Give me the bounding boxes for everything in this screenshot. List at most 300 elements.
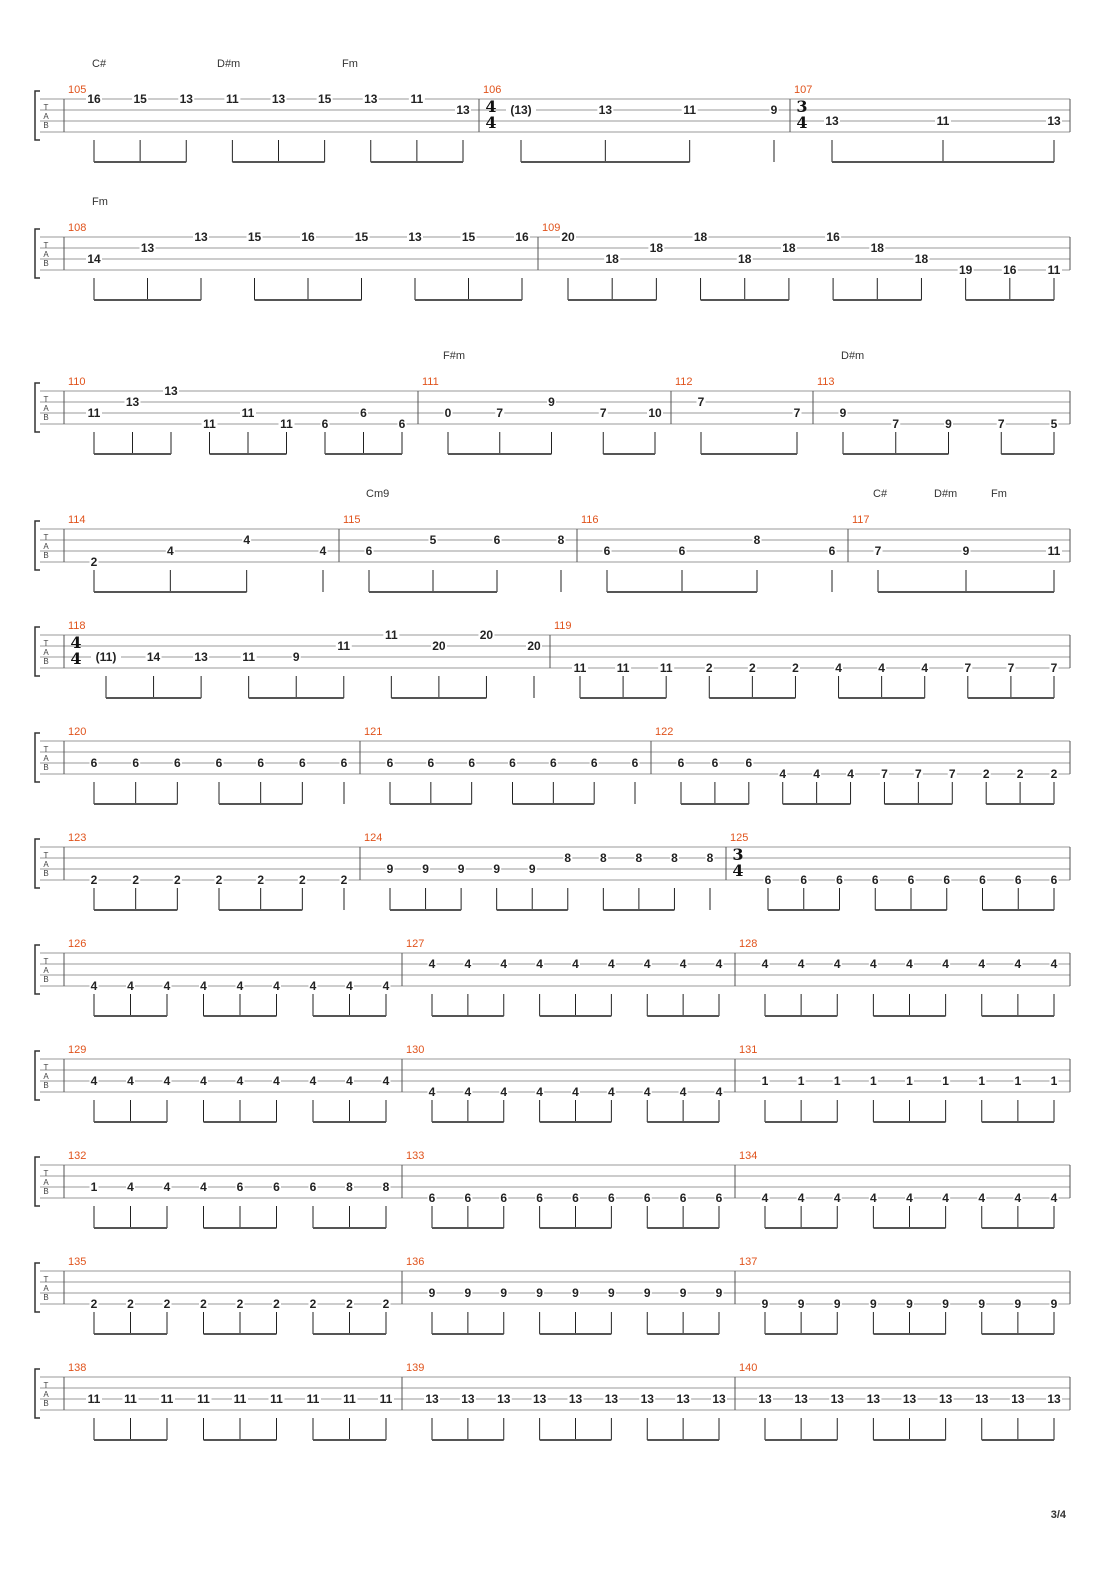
staff-bracket bbox=[35, 383, 40, 432]
time-signature-bottom: 4 bbox=[70, 649, 82, 668]
tab-clef-letter: A bbox=[43, 1390, 49, 1399]
fret-number: 4 bbox=[273, 979, 280, 993]
fret-number: 19 bbox=[958, 263, 973, 277]
tab-clef-letter: A bbox=[43, 754, 49, 763]
tab-clef-letter: A bbox=[43, 648, 49, 657]
time-signature-top: 4 bbox=[70, 633, 82, 652]
fret-number: 2 bbox=[309, 1297, 317, 1311]
fret-number: 15 bbox=[247, 230, 262, 244]
fret-number: 11 bbox=[270, 1392, 283, 1406]
fret-number: 7 bbox=[948, 767, 956, 781]
fret-number: 4 bbox=[715, 1085, 723, 1099]
fret-number: 4 bbox=[536, 957, 543, 971]
bar-number: 122 bbox=[655, 726, 674, 738]
tab-clef-letter: A bbox=[43, 542, 49, 551]
fret-number: 11 bbox=[226, 92, 239, 106]
fret-number: 4 bbox=[906, 1191, 913, 1205]
time-signature-top: 4 bbox=[485, 97, 497, 116]
staff-bracket bbox=[35, 521, 40, 570]
bar-number: 133 bbox=[406, 1150, 425, 1162]
fret-number: 9 bbox=[1050, 1297, 1058, 1311]
bar-number: 138 bbox=[68, 1362, 87, 1374]
fret-number: 13 bbox=[938, 1392, 953, 1406]
tab-clef-letter: B bbox=[43, 259, 49, 268]
fret-number: (11) bbox=[95, 650, 117, 664]
fret-number: 9 bbox=[906, 1297, 913, 1311]
fret-number: 13 bbox=[461, 1392, 475, 1406]
fret-number: 9 bbox=[761, 1297, 769, 1311]
fret-number: 8 bbox=[635, 851, 643, 865]
fret-number: 6 bbox=[603, 544, 611, 558]
time-signature-top: 3 bbox=[732, 845, 744, 864]
fret-number: 8 bbox=[564, 851, 572, 865]
fret-number: 2 bbox=[382, 1297, 390, 1311]
fret-number: 6 bbox=[678, 544, 686, 558]
fret-number: 13 bbox=[758, 1392, 772, 1406]
fret-number: 2 bbox=[273, 1297, 280, 1311]
tab-clef-letter: A bbox=[43, 860, 49, 869]
fret-number: 13 bbox=[456, 103, 470, 117]
fret-number: 4 bbox=[942, 957, 949, 971]
fret-number: 4 bbox=[679, 957, 687, 971]
bar-number: 111 bbox=[422, 376, 439, 388]
fret-number: 4 bbox=[1014, 1191, 1022, 1205]
fret-number: 4 bbox=[273, 1074, 280, 1088]
fret-number: 8 bbox=[382, 1180, 390, 1194]
time-signature-bottom: 4 bbox=[796, 113, 808, 132]
fret-number: 4 bbox=[127, 1180, 134, 1194]
fret-number: 6 bbox=[1014, 873, 1022, 887]
fret-number: 13 bbox=[532, 1392, 547, 1406]
fret-number: 6 bbox=[298, 756, 306, 770]
chord-symbol: D#m bbox=[841, 350, 865, 362]
fret-number: 13 bbox=[825, 114, 839, 128]
tab-clef-letter: A bbox=[43, 1284, 49, 1293]
fret-number: 4 bbox=[870, 957, 877, 971]
fret-number: 11 bbox=[233, 1392, 247, 1406]
fret-number: 6 bbox=[907, 873, 915, 887]
fret-number: 4 bbox=[236, 979, 244, 993]
fret-number: 4 bbox=[428, 1085, 436, 1099]
fret-number: 4 bbox=[309, 979, 317, 993]
bar-number: 109 bbox=[542, 222, 561, 234]
fret-number: 6 bbox=[572, 1191, 579, 1205]
fret-number: 13 bbox=[194, 230, 208, 244]
fret-number: 18 bbox=[738, 252, 752, 266]
fret-number: 13 bbox=[140, 241, 155, 255]
fret-number: 13 bbox=[125, 395, 140, 409]
fret-number: 15 bbox=[133, 92, 147, 106]
tab-clef-letter: T bbox=[43, 395, 49, 404]
fret-number: 6 bbox=[360, 406, 367, 420]
fret-number: 20 bbox=[561, 230, 575, 244]
bar-number: 115 bbox=[343, 514, 361, 526]
fret-number: 9 bbox=[870, 1297, 877, 1311]
tab-clef-letter: A bbox=[43, 404, 49, 413]
fret-number: 4 bbox=[978, 957, 986, 971]
fret-number: 4 bbox=[643, 957, 651, 971]
fret-number: 8 bbox=[671, 851, 678, 865]
fret-number: 6 bbox=[340, 756, 348, 770]
fret-number: 4 bbox=[200, 979, 207, 993]
tab-clef-letter: T bbox=[43, 745, 49, 754]
fret-number: 13 bbox=[598, 103, 613, 117]
fret-number: 4 bbox=[978, 1191, 986, 1205]
staff-bracket bbox=[35, 1263, 40, 1312]
fret-number: 13 bbox=[1011, 1392, 1025, 1406]
fret-number: 6 bbox=[711, 756, 719, 770]
fret-number: 4 bbox=[464, 1085, 472, 1099]
bar-number: 124 bbox=[364, 832, 383, 844]
fret-number: 11 bbox=[616, 661, 630, 675]
fret-number: 9 bbox=[945, 417, 952, 431]
bar-number: 140 bbox=[739, 1362, 758, 1374]
bar-number: 112 bbox=[675, 376, 693, 388]
fret-number: 4 bbox=[200, 1180, 207, 1194]
fret-number: 0 bbox=[444, 406, 452, 420]
tab-clef-letter: T bbox=[43, 957, 49, 966]
bar-number: 120 bbox=[68, 726, 87, 738]
fret-number: 1 bbox=[1014, 1074, 1022, 1088]
fret-number: 2 bbox=[982, 767, 990, 781]
fret-number: 6 bbox=[398, 417, 406, 431]
fret-number: 2 bbox=[173, 873, 181, 887]
fret-number: 1 bbox=[761, 1074, 769, 1088]
fret-number: 18 bbox=[914, 252, 929, 266]
fret-number: 9 bbox=[608, 1286, 615, 1300]
fret-number: 7 bbox=[997, 417, 1005, 431]
fret-number: 1 bbox=[1050, 1074, 1058, 1088]
fret-number: 6 bbox=[979, 873, 986, 887]
fret-number: 11 bbox=[280, 417, 293, 431]
fret-number: 2 bbox=[792, 661, 799, 675]
fret-number: 13 bbox=[194, 650, 208, 664]
fret-number: 4 bbox=[464, 957, 472, 971]
fret-number: 6 bbox=[536, 1191, 543, 1205]
fret-number: 6 bbox=[549, 756, 557, 770]
fret-number: 4 bbox=[127, 979, 134, 993]
bar-number: 114 bbox=[68, 514, 86, 526]
fret-number: 7 bbox=[892, 417, 900, 431]
fret-number: 9 bbox=[548, 395, 555, 409]
fret-number: 13 bbox=[604, 1392, 619, 1406]
fret-number: 4 bbox=[428, 957, 436, 971]
fret-number: 1 bbox=[906, 1074, 913, 1088]
fret-number: 2 bbox=[1016, 767, 1024, 781]
bar-number: 137 bbox=[739, 1256, 758, 1268]
fret-number: 13 bbox=[902, 1392, 917, 1406]
fret-number: 2 bbox=[90, 555, 98, 569]
fret-number: 2 bbox=[127, 1297, 134, 1311]
staff-bracket bbox=[35, 945, 40, 994]
fret-number: 13 bbox=[975, 1392, 989, 1406]
fret-number: 6 bbox=[608, 1191, 615, 1205]
fret-number: 11 bbox=[241, 406, 255, 420]
fret-number: 6 bbox=[679, 1191, 687, 1205]
fret-number: 4 bbox=[779, 767, 787, 781]
fret-number: 18 bbox=[870, 241, 884, 255]
fret-number: 5 bbox=[429, 533, 437, 547]
fret-number: 4 bbox=[166, 544, 174, 558]
staff-bracket bbox=[35, 733, 40, 782]
fret-number: 9 bbox=[428, 1286, 436, 1300]
fret-number: 8 bbox=[346, 1180, 353, 1194]
fret-number: 11 bbox=[87, 406, 101, 420]
fret-number: 9 bbox=[962, 544, 970, 558]
tab-clef-letter: T bbox=[43, 1275, 49, 1284]
fret-number: 2 bbox=[1050, 767, 1058, 781]
fret-number: 4 bbox=[833, 957, 841, 971]
fret-number: 4 bbox=[1014, 957, 1022, 971]
tab-clef-letter: T bbox=[43, 1169, 49, 1178]
fret-number: 8 bbox=[557, 533, 565, 547]
fret-number: 4 bbox=[870, 1191, 877, 1205]
fret-number: 9 bbox=[528, 862, 536, 876]
fret-number: 7 bbox=[1050, 661, 1058, 675]
chord-symbol: D#m bbox=[217, 58, 241, 70]
fret-number: 11 bbox=[203, 417, 216, 431]
fret-number: 7 bbox=[915, 767, 922, 781]
fret-number: 2 bbox=[257, 873, 265, 887]
bar-number: 131 bbox=[739, 1044, 758, 1056]
fret-number: 6 bbox=[236, 1180, 244, 1194]
fret-number: 6 bbox=[309, 1180, 317, 1194]
fret-number: 9 bbox=[292, 650, 300, 664]
fret-number: 11 bbox=[242, 650, 256, 664]
fret-number: 6 bbox=[1050, 873, 1058, 887]
fret-number: 18 bbox=[649, 241, 664, 255]
fret-number: 9 bbox=[839, 406, 847, 420]
fret-number: 6 bbox=[871, 873, 879, 887]
fret-number: 13 bbox=[497, 1392, 511, 1406]
fret-number: 4 bbox=[536, 1085, 543, 1099]
staff-bracket bbox=[35, 627, 40, 676]
tab-clef-letter: A bbox=[43, 966, 49, 975]
fret-number: 20 bbox=[432, 639, 446, 653]
bar-number: 123 bbox=[68, 832, 87, 844]
fret-number: 15 bbox=[317, 92, 332, 106]
fret-number: 13 bbox=[364, 92, 378, 106]
fret-number: 13 bbox=[164, 384, 178, 398]
fret-number: 6 bbox=[468, 756, 476, 770]
fret-number: 11 bbox=[337, 639, 351, 653]
fret-number: 4 bbox=[319, 544, 327, 558]
fret-number: 6 bbox=[500, 1191, 508, 1205]
fret-number: 4 bbox=[1050, 957, 1058, 971]
fret-number: 4 bbox=[679, 1085, 687, 1099]
fret-number: 9 bbox=[572, 1286, 579, 1300]
fret-number: 11 bbox=[410, 92, 424, 106]
tab-clef-letter: B bbox=[43, 975, 49, 984]
fret-number: 4 bbox=[309, 1074, 317, 1088]
fret-number: 6 bbox=[215, 756, 223, 770]
fret-number: 11 bbox=[306, 1392, 320, 1406]
bar-number: 117 bbox=[852, 514, 870, 526]
fret-number: 2 bbox=[705, 661, 713, 675]
fret-number: 4 bbox=[243, 533, 251, 547]
bar-number: 129 bbox=[68, 1044, 87, 1056]
staff-bracket bbox=[35, 839, 40, 888]
bar-number: 107 bbox=[794, 84, 813, 96]
fret-number: 11 bbox=[683, 103, 697, 117]
fret-number: 9 bbox=[770, 103, 778, 117]
fret-number: 1 bbox=[833, 1074, 841, 1088]
chord-symbol: Fm bbox=[342, 58, 358, 70]
fret-number: 4 bbox=[835, 661, 842, 675]
fret-number: 2 bbox=[200, 1297, 207, 1311]
fret-number: 7 bbox=[697, 395, 705, 409]
fret-number: 6 bbox=[257, 756, 265, 770]
bar-number: 108 bbox=[68, 222, 87, 234]
time-signature-top: 3 bbox=[796, 97, 808, 116]
fret-number: 6 bbox=[745, 756, 753, 770]
tab-clef-letter: B bbox=[43, 1399, 49, 1408]
fret-number: 6 bbox=[90, 756, 98, 770]
fret-number: 4 bbox=[382, 979, 390, 993]
fret-number: 4 bbox=[715, 957, 723, 971]
fret-number: 20 bbox=[527, 639, 541, 653]
tab-clef-letter: B bbox=[43, 763, 49, 772]
fret-number: 4 bbox=[382, 1074, 390, 1088]
fret-number: 20 bbox=[479, 628, 494, 642]
fret-number: 7 bbox=[1007, 661, 1015, 675]
tab-clef-letter: B bbox=[43, 869, 49, 878]
fret-number: 13 bbox=[640, 1392, 654, 1406]
fret-number: 11 bbox=[160, 1392, 174, 1406]
fret-number: 13 bbox=[568, 1392, 583, 1406]
fret-number: 11 bbox=[936, 114, 950, 128]
fret-number: 18 bbox=[693, 230, 708, 244]
fret-number: 6 bbox=[386, 756, 394, 770]
fret-number: 4 bbox=[346, 1074, 353, 1088]
bar-number: 116 bbox=[581, 514, 599, 526]
tab-clef-letter: B bbox=[43, 1187, 49, 1196]
fret-number: 11 bbox=[124, 1392, 137, 1406]
fret-number: 13 bbox=[1047, 1392, 1061, 1406]
fret-number: 2 bbox=[90, 1297, 98, 1311]
fret-number: 11 bbox=[379, 1392, 393, 1406]
tab-clef-letter: A bbox=[43, 112, 49, 121]
fret-number: 9 bbox=[500, 1286, 508, 1300]
fret-number: 6 bbox=[631, 756, 639, 770]
fret-number: 4 bbox=[878, 661, 885, 675]
bar-number: 110 bbox=[68, 376, 86, 388]
fret-number: 2 bbox=[90, 873, 98, 887]
fret-number: 11 bbox=[343, 1392, 356, 1406]
fret-number: 6 bbox=[836, 873, 843, 887]
chord-symbol: C# bbox=[92, 58, 107, 70]
fret-number: 6 bbox=[677, 756, 685, 770]
fret-number: 9 bbox=[715, 1286, 723, 1300]
fret-number: 6 bbox=[493, 533, 501, 547]
staff-bracket bbox=[35, 1051, 40, 1100]
fret-number: 4 bbox=[1050, 1191, 1058, 1205]
fret-number: 16 bbox=[87, 92, 101, 106]
fret-number: (13) bbox=[510, 103, 532, 117]
fret-number: 4 bbox=[608, 1085, 615, 1099]
fret-number: 16 bbox=[826, 230, 840, 244]
chord-symbol: Fm bbox=[991, 488, 1007, 500]
fret-number: 7 bbox=[881, 767, 888, 781]
tab-clef-letter: T bbox=[43, 241, 49, 250]
fret-number: 4 bbox=[643, 1085, 651, 1099]
fret-number: 1 bbox=[978, 1074, 986, 1088]
fret-number: 6 bbox=[764, 873, 772, 887]
tab-clef-letter: T bbox=[43, 1381, 49, 1390]
staff-bracket bbox=[35, 91, 40, 140]
fret-number: 2 bbox=[236, 1297, 244, 1311]
fret-number: 4 bbox=[500, 1085, 508, 1099]
fret-number: 13 bbox=[179, 92, 193, 106]
fret-number: 14 bbox=[146, 650, 161, 664]
fret-number: 13 bbox=[712, 1392, 726, 1406]
fret-number: 1 bbox=[797, 1074, 805, 1088]
fret-number: 6 bbox=[800, 873, 808, 887]
tab-clef-letter: B bbox=[43, 551, 49, 560]
fret-number: 4 bbox=[90, 1074, 98, 1088]
fret-number: 16 bbox=[1003, 263, 1017, 277]
fret-number: 8 bbox=[753, 533, 761, 547]
fret-number: 9 bbox=[493, 862, 501, 876]
fret-number: 8 bbox=[599, 851, 607, 865]
fret-number: 2 bbox=[346, 1297, 353, 1311]
fret-number: 9 bbox=[978, 1297, 986, 1311]
fret-number: 6 bbox=[828, 544, 836, 558]
fret-number: 2 bbox=[215, 873, 223, 887]
fret-number: 1 bbox=[942, 1074, 949, 1088]
fret-number: 4 bbox=[163, 1180, 171, 1194]
fret-number: 6 bbox=[365, 544, 373, 558]
bar-number: 135 bbox=[68, 1256, 87, 1268]
staff-bracket bbox=[35, 229, 40, 278]
fret-number: 2 bbox=[163, 1297, 171, 1311]
fret-number: 15 bbox=[461, 230, 476, 244]
fret-number: 11 bbox=[1047, 263, 1061, 277]
fret-number: 18 bbox=[782, 241, 796, 255]
fret-number: 7 bbox=[793, 406, 801, 420]
bar-number: 121 bbox=[364, 726, 383, 738]
fret-number: 1 bbox=[870, 1074, 877, 1088]
fret-number: 9 bbox=[457, 862, 465, 876]
fret-number: 6 bbox=[427, 756, 435, 770]
fret-number: 6 bbox=[464, 1191, 472, 1205]
fret-number: 11 bbox=[1047, 544, 1061, 558]
chord-symbol: D#m bbox=[934, 488, 958, 500]
fret-number: 7 bbox=[874, 544, 882, 558]
fret-number: 6 bbox=[715, 1191, 723, 1205]
fret-number: 4 bbox=[906, 957, 913, 971]
fret-number: 4 bbox=[90, 979, 98, 993]
time-signature-bottom: 4 bbox=[485, 113, 497, 132]
fret-number: 4 bbox=[942, 1191, 949, 1205]
tab-clef-letter: T bbox=[43, 533, 49, 542]
fret-number: 4 bbox=[200, 1074, 207, 1088]
fret-number: 2 bbox=[340, 873, 348, 887]
chord-symbol: Fm bbox=[92, 196, 108, 208]
fret-number: 11 bbox=[384, 628, 398, 642]
fret-number: 9 bbox=[942, 1297, 949, 1311]
bar-number: 125 bbox=[730, 832, 749, 844]
bar-number: 127 bbox=[406, 938, 425, 950]
fret-number: 9 bbox=[464, 1286, 472, 1300]
fret-number: 14 bbox=[87, 252, 101, 266]
fret-number: 4 bbox=[127, 1074, 134, 1088]
fret-number: 1 bbox=[90, 1180, 98, 1194]
fret-number: 13 bbox=[676, 1392, 690, 1406]
fret-number: 2 bbox=[132, 873, 140, 887]
tab-clef-letter: B bbox=[43, 121, 49, 130]
fret-number: 16 bbox=[515, 230, 529, 244]
